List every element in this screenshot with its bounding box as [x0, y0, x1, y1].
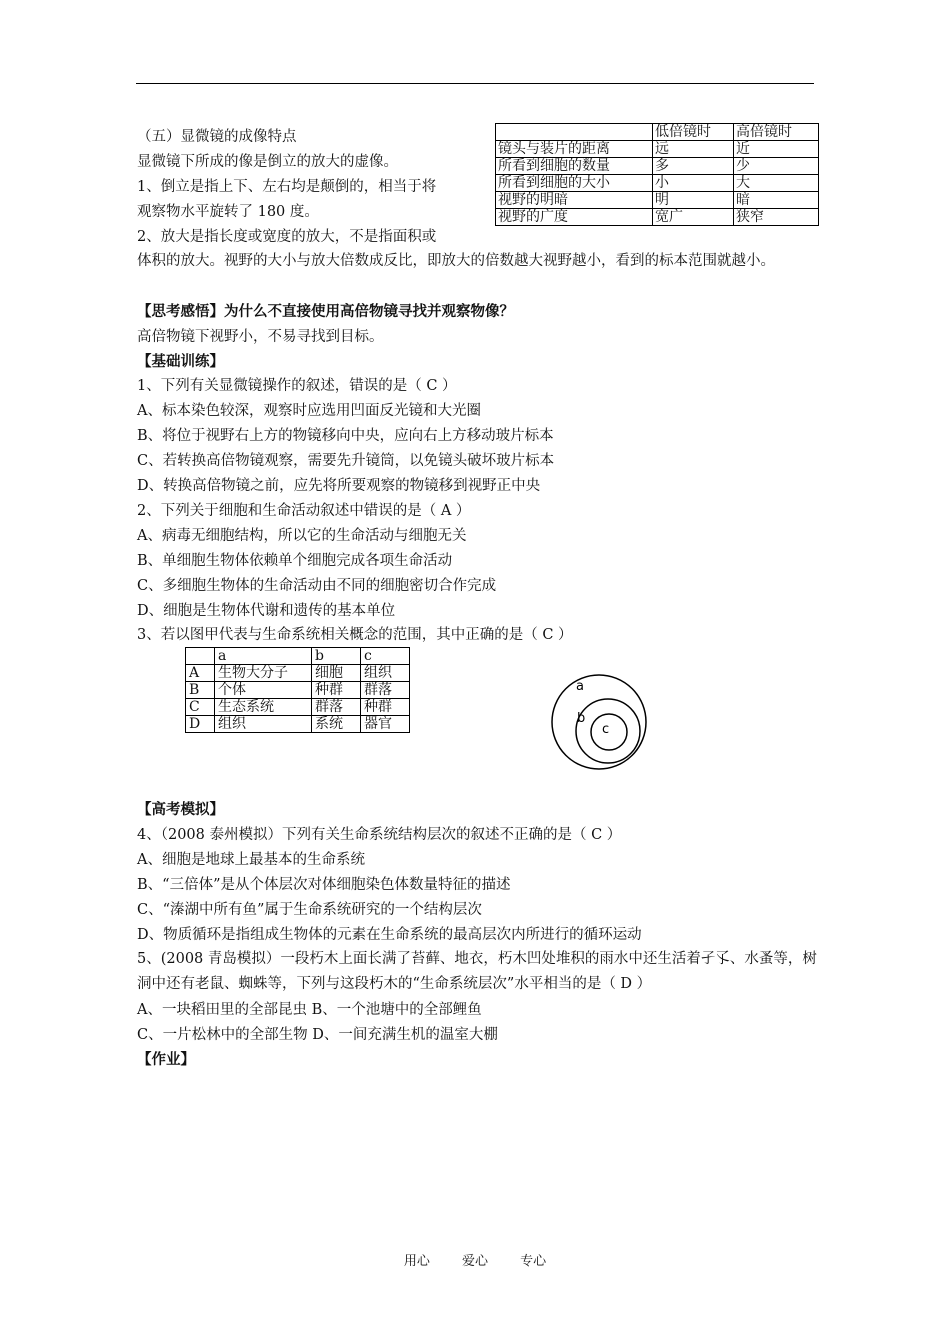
table-cell: 远 — [653, 141, 734, 158]
paragraph: 显微镜下所成的像是倒立的放大的虚像。 — [137, 154, 398, 170]
question-3: 3、若以图甲代表与生命系统相关概念的范围，其中正确的是（ C ） — [137, 627, 573, 643]
table-cell: 少 — [734, 158, 819, 175]
table-row — [496, 192, 819, 209]
paragraph: 观察物水平旋转了 180 度。 — [137, 204, 319, 220]
option: C、多细胞生物体的生命活动由不同的细胞密切合作完成 — [137, 578, 497, 594]
option: D、物质循环是指组成生物体的元素在生命系统的最高层次内所进行的循环运动 — [137, 927, 642, 943]
table-cell: 低倍镜时 — [653, 124, 734, 141]
table-header-row — [186, 648, 410, 665]
option: B、单细胞生物体依赖单个细胞完成各项生命活动 — [137, 553, 453, 569]
option: D、转换高倍物镜之前，应先将所要观察的物镜移到视野正中央 — [137, 478, 541, 494]
table-row — [496, 141, 819, 158]
table-cell: B — [186, 682, 215, 699]
option: A、标本染色较深，观察时应选用凹面反光镜和大光圈 — [137, 403, 481, 419]
table-cell: 细胞 — [312, 665, 361, 682]
table-cell: 所看到细胞的数量 — [496, 158, 653, 175]
table-header-row — [496, 124, 819, 141]
table-cell: 系统 — [312, 716, 361, 733]
table-cell: 多 — [653, 158, 734, 175]
comparison-table — [495, 123, 819, 226]
paragraph: 2、放大是指长度或宽度的放大，不是指面积或 — [137, 229, 437, 245]
table-cell: 组织 — [215, 716, 312, 733]
table-cell — [186, 648, 215, 665]
table-cell: a — [215, 648, 312, 665]
option: D、细胞是生物体代谢和遗传的基本单位 — [137, 603, 396, 619]
table-cell: 大 — [734, 175, 819, 192]
table-cell: 种群 — [361, 699, 410, 716]
table-cell: 宽广 — [653, 209, 734, 226]
table-cell: D — [186, 716, 215, 733]
table-cell: 所看到细胞的大小 — [496, 175, 653, 192]
table-row — [186, 665, 410, 682]
table-cell: 组织 — [361, 665, 410, 682]
table-cell: 视野的明暗 — [496, 192, 653, 209]
homework-heading: 【作业】 — [137, 1051, 195, 1068]
option: C、一片松林中的全部生物 D、一间充满生机的温室大棚 — [137, 1027, 498, 1043]
option-table — [185, 647, 410, 733]
option: A、病毒无细胞结构，所以它的生命活动与细胞无关 — [137, 528, 467, 544]
paragraph: 体积的放大。视野的大小与放大倍数成反比，即放大的倍数越大视野越小，看到的标本范围就越小。 — [137, 253, 775, 269]
table-cell: 生态系统 — [215, 699, 312, 716]
option: B、将位于视野右上方的物镜移向中央，应向右上方移动玻片标本 — [137, 428, 554, 444]
option: A、细胞是地球上最基本的生命系统 — [137, 852, 365, 868]
table-row — [496, 158, 819, 175]
option: A、一块稻田里的全部昆虫 B、一个池塘中的全部鲤鱼 — [137, 1002, 482, 1018]
table-cell: 镜头与装片的距离 — [496, 141, 653, 158]
table-cell: 狭窄 — [734, 209, 819, 226]
header-rule — [136, 83, 814, 84]
table-row — [186, 699, 410, 716]
label-c: c — [602, 722, 610, 737]
option: C、若转换高倍物镜观察，需要先升镜筒，以免镜头破坏玻片标本 — [137, 453, 555, 469]
question-5: 5、(2008 青岛模拟）一段朽木上面长满了苔藓、地衣，朽木凹处堆积的雨水中还生活着孑孓、水蚤等，树洞中还有老鼠、蜘蛛等，下列与这段朽木的“生命系统层次”水平相当的是（ D ） — [137, 951, 817, 992]
paragraph: 1、倒立是指上下、左右均是颠倒的，相当于将 — [137, 179, 437, 195]
option: B、“三倍体”是从个体层次对体细胞染色体数量特征的描述 — [137, 877, 511, 893]
question-4: 4、（2008 泰州模拟）下列有关生命系统结构层次的叙述不正确的是（ C ） — [137, 827, 622, 843]
table-cell: 种群 — [312, 682, 361, 699]
basic-training-heading: 【基础训练】 — [137, 353, 224, 370]
think-question: 【思考感悟】为什么不直接使用高倍物镜寻找并观察物像？ — [137, 303, 514, 320]
label-b: b — [577, 711, 586, 726]
table-row — [496, 175, 819, 192]
table-cell — [496, 124, 653, 141]
table-cell: 个体 — [215, 682, 312, 699]
table-cell: 明 — [653, 192, 734, 209]
table-cell: 高倍镜时 — [734, 124, 819, 141]
think-answer: 高倍物镜下视野小，不易寻找到目标。 — [137, 329, 384, 345]
question-2: 2、下列关于细胞和生命活动叙述中错误的是（ A ） — [137, 503, 471, 519]
table-cell: C — [186, 699, 215, 716]
table-row — [186, 716, 410, 733]
table-cell: c — [361, 648, 410, 665]
table-row — [496, 209, 819, 226]
table-cell: 视野的广度 — [496, 209, 653, 226]
table-cell: 近 — [734, 141, 819, 158]
table-cell: 群落 — [312, 699, 361, 716]
page-footer: 用心 爱心 专心 — [403, 1254, 547, 1269]
section-title: （五）显微镜的成像特点 — [137, 129, 297, 145]
table-cell: 器官 — [361, 716, 410, 733]
label-a: a — [576, 679, 584, 694]
table-cell: b — [312, 648, 361, 665]
exam-heading: 【高考模拟】 — [137, 801, 224, 818]
table-cell: 小 — [653, 175, 734, 192]
table-cell: 群落 — [361, 682, 410, 699]
nested-circles-diagram — [549, 672, 649, 772]
question-1: 1、下列有关显微镜操作的叙述，错误的是（ C ） — [137, 378, 457, 394]
table-row — [186, 682, 410, 699]
option: C、“溱湖中所有鱼”属于生命系统研究的一个结构层次 — [137, 902, 482, 918]
table-cell: 生物大分子 — [215, 665, 312, 682]
table-cell: 暗 — [734, 192, 819, 209]
table-cell: A — [186, 665, 215, 682]
circle-a — [552, 675, 646, 769]
